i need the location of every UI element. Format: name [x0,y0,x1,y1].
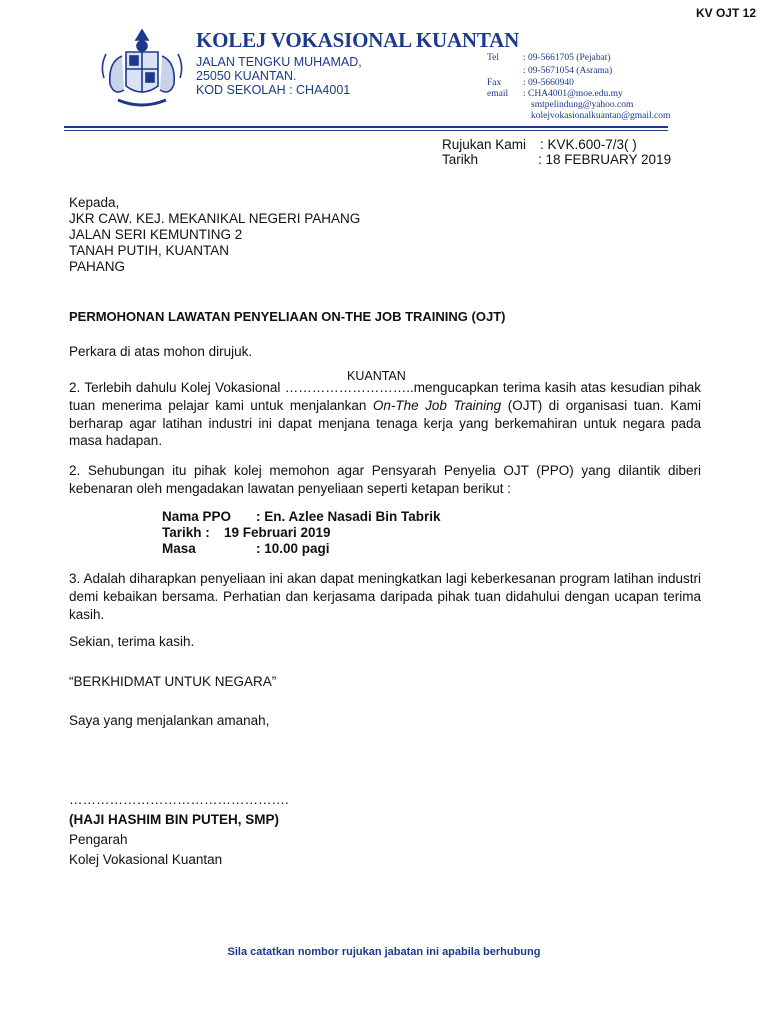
recipient-line-3: TANAH PUTIH, KUANTAN [69,243,230,258]
contact-label-email: email [487,89,509,99]
contact-label-tel: Tel [487,53,499,63]
paragraph-1-start: 2. Terlebih dahulu Kolej Vokasional ………………………..mengucapkan terima kasih atas kesudian pihak tuan menerima pelajar kami untuk menjalankan [69,380,701,413]
footer-note: Sila catatkan nombor rujukan jabatan ini apabila berhubung [227,946,541,958]
contact-tel-office: : 09-5661705 (Pejabat) [523,53,611,63]
recipient-line-4: PAHANG [69,259,126,274]
motto: “BERKHIDMAT UNTUK NEGARA” [69,674,277,689]
trust-line: Saya yang menjalankan amanah, [69,713,270,728]
opening-line: Perkara di atas mohon dirujuk. [69,344,253,359]
paragraph-1 [69,379,701,450]
recipient-line-2: JALAN SERI KEMUNTING 2 [69,227,243,242]
address-line-2: 25050 KUANTAN. [196,69,297,83]
contact-email-2: smtpelindung@yahoo.com [531,100,634,110]
signatory-name: (HAJI HASHIM BIN PUTEH, SMP) [69,812,280,827]
address-line-1: JALAN TENGKU MUHAMAD, [196,55,362,69]
contact-tel-hostel: : 09-5671054 (Asrama) [523,66,613,76]
crest-logo [96,26,188,118]
subject-heading: PERMOHONAN LAWATAN PENYELIAAN ON-THE JOB TRAINING (OJT) [69,309,506,324]
paragraph-3: 3. Adalah diharapkan penyeliaan ini akan dapat meningkatkan lagi keberkesanan program latihan industri demi kebaikan bersama. Perhatian dan kerjasama daripada pihak tuan didahului dengan ucapan terima kasih. [69,571,701,622]
recipient-line-1: JKR CAW. KEJ. MEKANIKAL NEGERI PAHANG [69,211,361,226]
contact-email-3: kolejvokasionalkuantan@gmail.com [531,111,671,121]
ref-value: : KVK.600-7/3( ) [540,137,637,152]
detail-time-value: : 10.00 pagi [256,541,330,556]
salutation: Kepada, [69,195,120,210]
insert-kuantan: KUANTAN [347,369,406,383]
contact-email-1: : CHA4001@moe.edu.my [523,89,623,99]
detail-name-label: Nama PPO [162,509,232,524]
signature-dots: …………………………………………. [69,792,289,807]
header-rule-thin [64,130,668,131]
signatory-title: Pengarah [69,832,128,847]
closing-line: Sekian, terima kasih. [69,634,195,649]
detail-name-value: : En. Azlee Nasadi Bin Tabrik [256,509,441,524]
signatory-org: Kolej Vokasional Kuantan [69,852,223,867]
contact-label-fax: Fax [487,78,502,88]
paragraph-1-italic: On-The Job Training [372,397,502,413]
contact-fax: : 09-5660940 [523,78,574,88]
paragraph-1-end: (OJT) di organisasi tuan. Kami berharap agar latihan industri ini dapat menjana tenaga kerja yang berkemahiran untuk negara pada masa hadapan. [69,397,702,449]
detail-time-label: Masa [162,541,196,556]
school-code: KOD SEKOLAH : CHA4001 [196,83,351,97]
date-value: : 18 FEBRUARY 2019 [538,152,672,167]
header-rule [64,126,668,128]
school-name: KOLEJ VOKASIONAL KUANTAN [196,28,520,52]
paragraph-2: 2. Sehubungan itu pihak kolej memohon agar Pensyarah Penyelia OJT (PPO) yang dilantik diberi kebenaran oleh mengadakan lawatan penyeliaan seperti ketapan berikut : [69,463,701,496]
ref-label: Rujukan Kami [442,137,527,152]
detail-date-value: 19 Februari 2019 [224,525,331,540]
detail-date-label: Tarikh : [162,525,210,540]
form-code: KV OJT 12 [695,6,756,20]
date-label: Tarikh [442,152,479,167]
